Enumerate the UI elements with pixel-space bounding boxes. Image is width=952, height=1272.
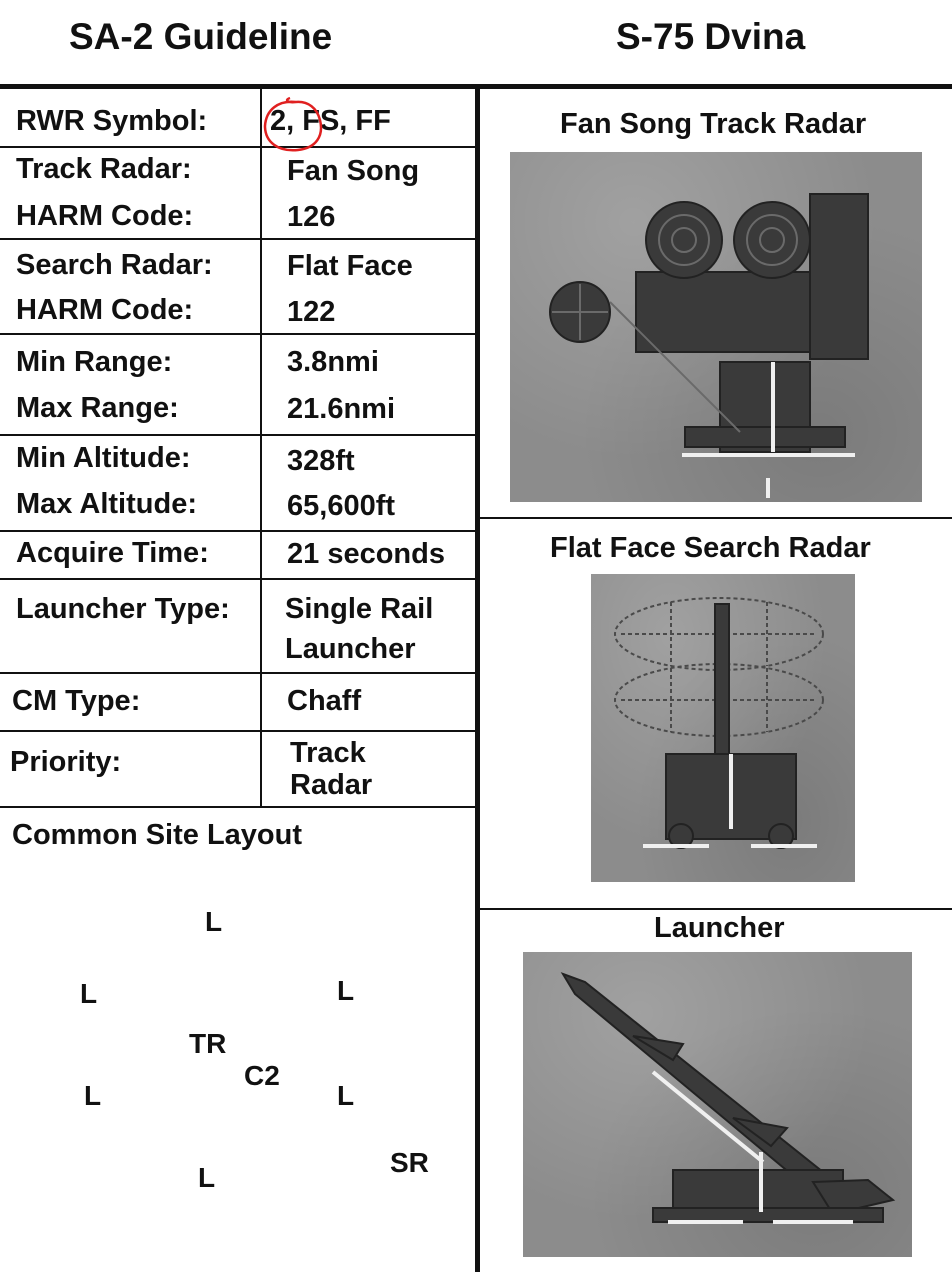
- priority-value-line2: Radar: [290, 769, 373, 801]
- launcher-drawing: [523, 952, 912, 1257]
- row-divider: [0, 238, 476, 240]
- launcher-type-label: Launcher Type:: [16, 593, 230, 625]
- track-radar-marker: TR: [189, 1028, 227, 1059]
- max-range-label: Max Range:: [16, 392, 179, 424]
- red-annotation-circle: [258, 96, 328, 156]
- site-layout-heading: Common Site Layout: [12, 819, 303, 851]
- row-divider: [0, 530, 476, 532]
- search-radar-caption: Flat Face Search Radar: [550, 532, 871, 564]
- track-radar-image: [510, 152, 922, 502]
- row-divider: [0, 333, 476, 335]
- track-harm-value: 126: [287, 201, 336, 233]
- launcher-marker: L: [84, 1080, 102, 1111]
- row-divider: [0, 434, 476, 436]
- search-radar-label: Search Radar:: [16, 249, 213, 281]
- rwr-symbol-rest: FS, FF: [294, 105, 391, 137]
- launcher-marker: L: [205, 906, 223, 937]
- image-divider: [480, 517, 952, 519]
- min-range-value: 3.8nmi: [287, 346, 379, 378]
- min-range-label: Min Range:: [16, 346, 173, 378]
- row-divider: [0, 806, 476, 808]
- image-divider: [480, 908, 952, 910]
- flat-face-radar-drawing: [591, 574, 855, 882]
- acquire-time-value: 21 seconds: [287, 538, 445, 570]
- fan-song-radar-drawing: [510, 152, 922, 502]
- launcher-marker: L: [337, 975, 355, 1006]
- rwr-symbol-marked: 2,: [270, 105, 295, 137]
- max-altitude-label: Max Altitude:: [16, 488, 197, 520]
- acquire-time-label: Acquire Time:: [16, 537, 209, 569]
- right-title: S-75 Dvina: [616, 16, 806, 57]
- search-radar-marker: SR: [390, 1147, 429, 1178]
- track-radar-label: Track Radar:: [16, 153, 192, 185]
- launcher-marker: L: [80, 978, 98, 1009]
- launcher-type-value-line2: Launcher: [285, 633, 416, 665]
- max-altitude-value: 65,600ft: [287, 490, 396, 522]
- row-divider: [0, 730, 476, 732]
- launcher-caption: Launcher: [654, 912, 785, 944]
- launcher-marker: L: [198, 1162, 216, 1193]
- cm-type-label: CM Type:: [12, 685, 141, 717]
- max-range-value: 21.6nmi: [287, 393, 395, 425]
- priority-value: Track: [290, 737, 366, 769]
- search-radar-value: Flat Face: [287, 250, 413, 282]
- track-radar-caption: Fan Song Track Radar: [560, 108, 867, 140]
- center-divider: [475, 88, 480, 1272]
- row-divider: [0, 578, 476, 580]
- left-title: SA-2 Guideline: [69, 16, 333, 57]
- search-radar-image: [591, 574, 855, 882]
- priority-label: Priority:: [10, 746, 122, 778]
- launcher-type-value: Single Rail: [285, 593, 434, 625]
- track-radar-value: Fan Song: [287, 155, 420, 187]
- track-harm-label: HARM Code:: [16, 200, 194, 232]
- launcher-image: [523, 952, 912, 1257]
- row-divider: [0, 672, 476, 674]
- min-altitude-label: Min Altitude:: [16, 442, 191, 474]
- min-altitude-value: 328ft: [287, 445, 355, 477]
- search-harm-label: HARM Code:: [16, 294, 194, 326]
- row-divider: [0, 146, 476, 148]
- cm-type-value: Chaff: [287, 685, 362, 717]
- table-col-divider: [260, 88, 262, 806]
- search-harm-value: 122: [287, 296, 336, 328]
- launcher-marker: L: [337, 1080, 355, 1111]
- rwr-symbol-label: RWR Symbol:: [16, 105, 208, 137]
- command-post-marker: C2: [244, 1060, 280, 1091]
